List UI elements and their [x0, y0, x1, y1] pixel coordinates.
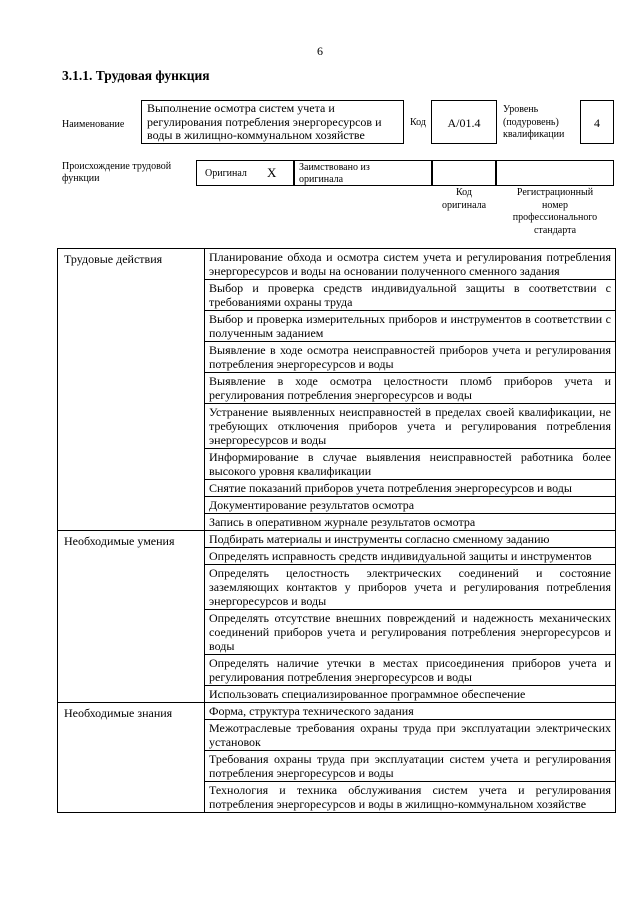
- level-box: [580, 100, 614, 144]
- item-cell: Выбор и проверка средств индивидуальной защиты в соответствии с требованиями охраны труда: [205, 280, 616, 311]
- item-cell: Документирование результатов осмотра: [205, 497, 616, 514]
- origin-reg-cell: [496, 160, 614, 186]
- origin-original-cell: [196, 160, 294, 186]
- item-cell: Подбирать материалы и инструменты согласно сменному заданию: [205, 531, 616, 548]
- item-cell: Запись в оперативном журнале результатов осмотра: [205, 514, 616, 531]
- table-row: [58, 249, 616, 280]
- reg-caption-text: Регистрационный номер профессионального стандарта: [512, 187, 598, 236]
- table-row: [58, 703, 616, 720]
- section-title-cell: Необходимые знания: [58, 703, 205, 813]
- function-name: Выполнение осмотра систем учета и регулирования потребления энергоресурсов и воды в жилищно-коммунальном хозяйстве: [147, 101, 382, 142]
- item-cell: Межотраслевые требования охраны труда при эксплуатации электрических установок: [205, 720, 616, 751]
- function-table: [57, 248, 616, 813]
- item-cell: Определять наличие утечки в местах присоединения приборов учета и регулирования потребления энергоресурсов и воды: [205, 655, 616, 686]
- item-cell: Форма, структура технического задания: [205, 703, 616, 720]
- item-cell: Технология и техника обслуживания систем учета и регулирования потребления энергоресурсов и воды в жилищно-коммунальном хозяйстве: [205, 782, 616, 813]
- item-cell: Использовать специализированное программное обеспечение: [205, 686, 616, 703]
- item-cell: Выбор и проверка измерительных приборов и инструментов в соответствии с полученным заданием: [205, 311, 616, 342]
- item-cell: Устранение выявленных неисправностей в пределах своей квалификации, не требующих отключения приборов учета и регулирования потребления энергоресурсов и воды: [205, 404, 616, 449]
- item-cell: Требования охраны труда при эксплуатации систем учета и регулирования потребления энергоресурсов и воды: [205, 751, 616, 782]
- code-box: [431, 100, 497, 144]
- code-caption: [432, 187, 496, 212]
- item-cell: Определять целостность электрических соединений и состояние заземляющих контактов у приборов учета и регулирования потребления энергоресурсов и воды: [205, 565, 616, 610]
- item-cell: Информирование в случае выявления неисправностей работника более высокого уровня квалификации: [205, 449, 616, 480]
- section-title-cell: Необходимые умения: [58, 531, 205, 703]
- code-caption-text: Код оригинала: [441, 187, 487, 211]
- original-mark: X: [267, 165, 277, 180]
- item-cell: Выявление в ходе осмотра неисправностей приборов учета и регулирования потребления энергоресурсов и воды: [205, 342, 616, 373]
- table-row: [58, 531, 616, 548]
- original-label: Оригинал: [205, 168, 247, 179]
- origin-label: Происхождение трудовой функции: [62, 161, 172, 184]
- code-value: A/01.4: [447, 116, 481, 130]
- page-number: 6: [317, 44, 323, 58]
- level-label: [503, 104, 575, 142]
- code-label: Код: [410, 117, 426, 128]
- origin-borrowed-cell: [294, 160, 432, 186]
- item-cell: Планирование обхода и осмотра систем учета и регулирования потребления энергоресурсов и воды на основании полученного сменного задания: [205, 249, 616, 280]
- item-cell: Определять исправность средств индивидуальной защиты и инструментов: [205, 548, 616, 565]
- function-name-box: [141, 100, 404, 144]
- section-title: 3.1.1. Трудовая функция: [62, 68, 210, 83]
- level-label-text: Уровень (подуровень) квалификации: [503, 104, 565, 140]
- origin-code-cell: [432, 160, 496, 186]
- borrowed-label: Заимствовано из оригинала: [299, 162, 370, 185]
- reg-caption: [496, 187, 614, 237]
- item-cell: Снятие показаний приборов учета потребления энергоресурсов и воды: [205, 480, 616, 497]
- name-label: Наименование: [62, 119, 125, 130]
- section-title-cell: Трудовые действия: [58, 249, 205, 531]
- level-value: 4: [594, 116, 600, 130]
- item-cell: Определять отсутствие внешних повреждений и надежность механических соединений приборов учета и регулирования потребления энергоресурсов и воды: [205, 610, 616, 655]
- item-cell: Выявление в ходе осмотра целостности пломб приборов учета и регулирования потребления энергоресурсов и воды: [205, 373, 616, 404]
